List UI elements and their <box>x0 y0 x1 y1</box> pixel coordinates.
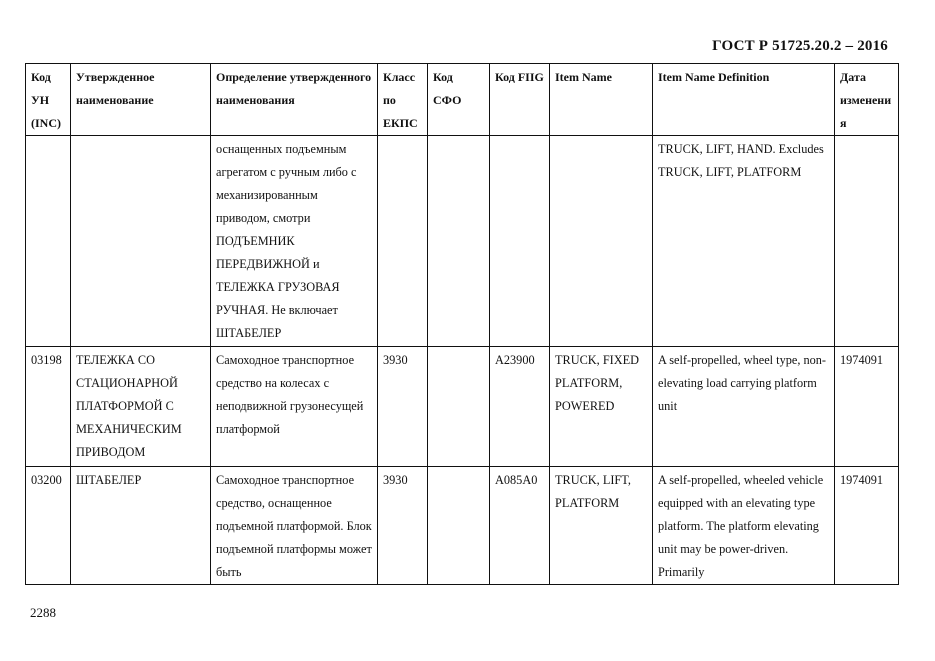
cell-definition: оснащенных подъемным агрегатом с ручным либо с механизированным приводом, смотри ПОДЪЕМНИК ПЕРЕДВИЖНОЙ и ТЕЛЕЖКА ГРУЗОВАЯ РУЧНАЯ. Не включает ШТАБЕЛЕР <box>211 136 378 347</box>
cell-item-definition: TRUCK, LIFT, HAND. Excludes TRUCK, LIFT, PLATFORM <box>653 136 835 347</box>
cell-item-name: TRUCK, FIXED PLATFORM, POWERED <box>550 347 653 467</box>
table-row <box>26 136 899 347</box>
cell-fiig: A085A0 <box>490 467 550 585</box>
cell-sfo <box>428 467 490 585</box>
cell-item-definition: A self-propelled, wheeled vehicle equipped with an elevating type platform. The platform elevating unit may be power-driven. Primarily <box>653 467 835 585</box>
table-row <box>26 467 899 585</box>
nomenclature-table <box>25 63 899 585</box>
table-header-row <box>26 64 899 136</box>
cell-date: 1974091 <box>835 347 899 467</box>
cell-class: 3930 <box>378 467 428 585</box>
page-number: 2288 <box>30 605 56 620</box>
cell-name: ШТАБЕЛЕР <box>71 467 211 585</box>
cell-class: 3930 <box>378 347 428 467</box>
cell-fiig <box>490 136 550 347</box>
header-sfo-code: Код СФО <box>428 64 490 136</box>
cell-class <box>378 136 428 347</box>
header-item-name: Item Name <box>550 64 653 136</box>
cell-sfo <box>428 347 490 467</box>
cell-item-name <box>550 136 653 347</box>
cell-item-definition: A self-propelled, wheel type, non-elevating load carrying platform unit <box>653 347 835 467</box>
header-approved-name: Утвержденное наименование <box>71 64 211 136</box>
cell-date: 1974091 <box>835 467 899 585</box>
header-fiig-code: Код FIIG <box>490 64 550 136</box>
document-standard-number: ГОСТ Р 51725.20.2 – 2016 <box>712 38 888 54</box>
cell-name: ТЕЛЕЖКА СО СТАЦИОНАРНОЙ ПЛАТФОРМОЙ С МЕХАНИЧЕСКИМ ПРИВОДОМ <box>71 347 211 467</box>
cell-code <box>26 136 71 347</box>
header-item-name-definition: Item Name Definition <box>653 64 835 136</box>
header-definition: Определение утвержденного наименования <box>211 64 378 136</box>
cell-item-name: TRUCK, LIFT, PLATFORM <box>550 467 653 585</box>
cell-fiig: A23900 <box>490 347 550 467</box>
header-inc-code: Код УН (INC) <box>26 64 71 136</box>
cell-definition: Самоходное транспортное средство на колесах с неподвижной грузонесущей платформой <box>211 347 378 467</box>
cell-definition: Самоходное транспортное средство, оснащенное подъемной платформой. Блок подъемной платформы может быть <box>211 467 378 585</box>
cell-sfo <box>428 136 490 347</box>
cell-code: 03198 <box>26 347 71 467</box>
cell-date <box>835 136 899 347</box>
header-change-date: Дата изменения <box>835 64 899 136</box>
header-ekps-class: Класс по ЕКПС <box>378 64 428 136</box>
cell-code: 03200 <box>26 467 71 585</box>
table-row <box>26 347 899 467</box>
cell-name <box>71 136 211 347</box>
